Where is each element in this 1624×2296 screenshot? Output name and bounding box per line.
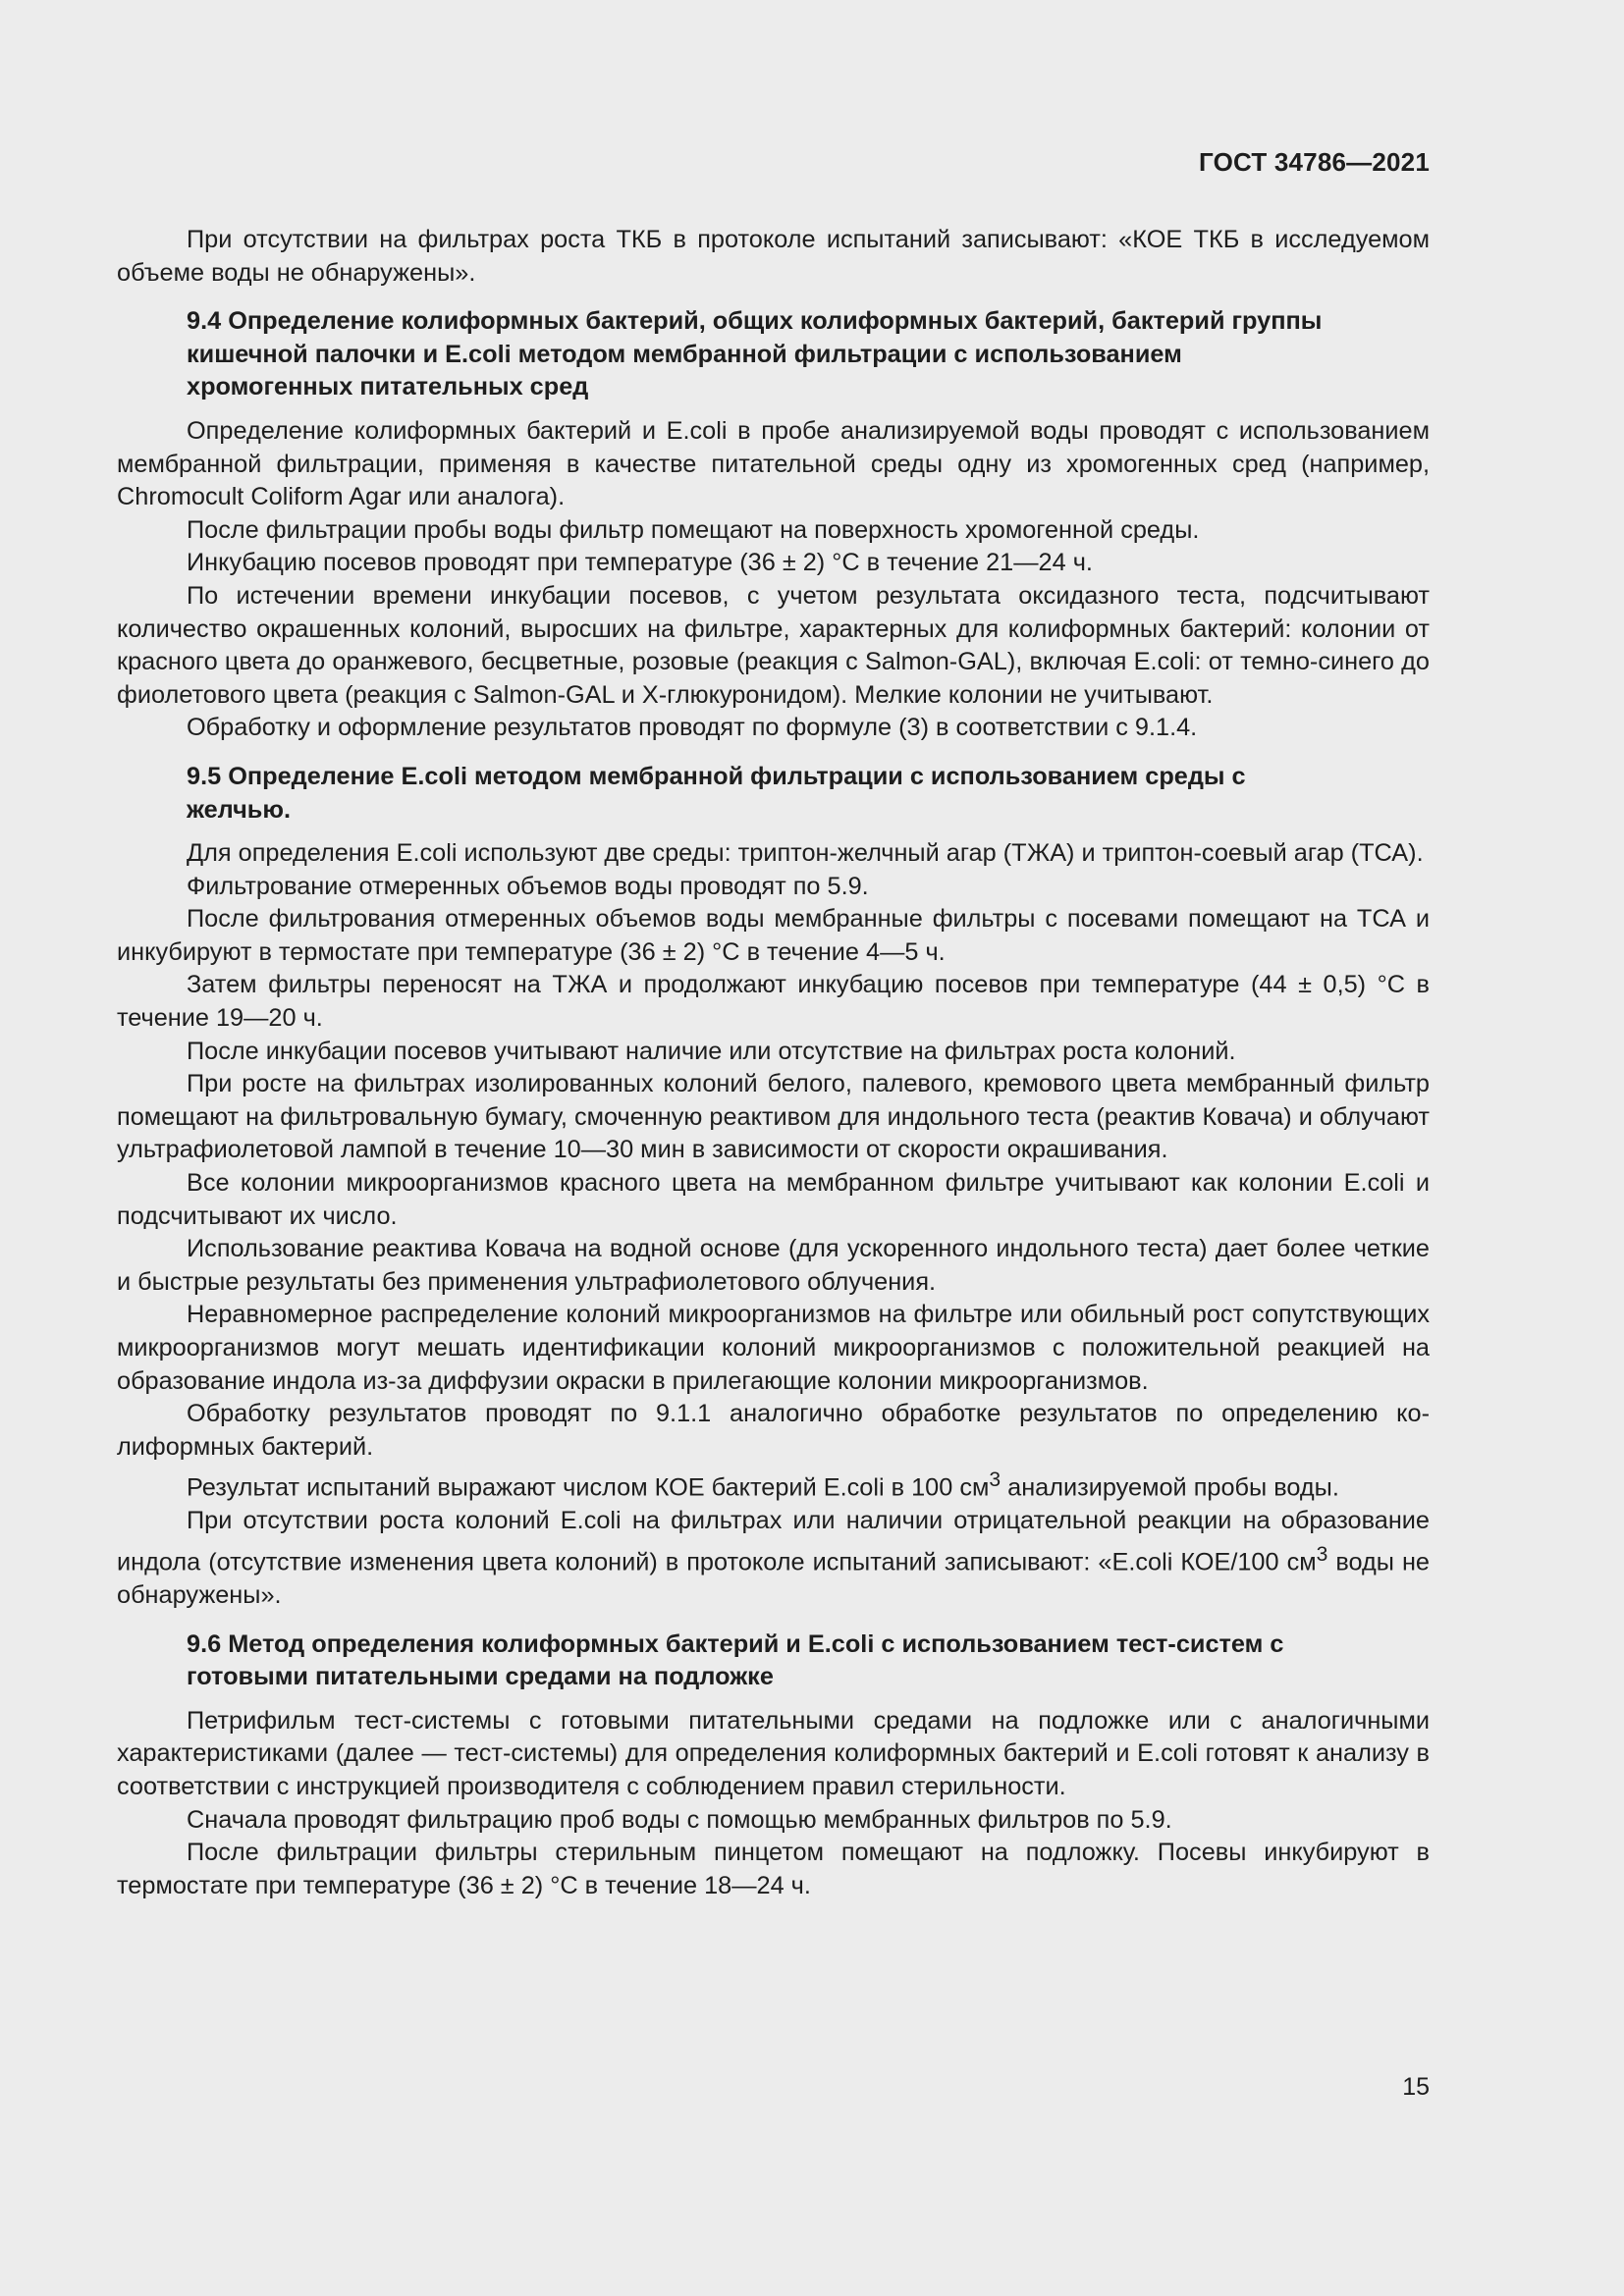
paragraph: Инкубацию посевов проводят при температуре (36 ± 2) °С в течение 21—24 ч.	[187, 549, 1093, 577]
result-text: Результат испытаний выражают числом КОЕ бактерий E.coli в 100 см	[187, 1473, 990, 1502]
paragraph: Фильтрование отмеренных объемов воды проводят по 5.9.	[187, 872, 869, 900]
superscript: 3	[1316, 1542, 1328, 1566]
paragraph: Определение колиформных бактерий и E.coli в пробе анализируемой воды проводят с использованием мембранной фильтрации, применяя в качестве питательной среды одну из хромогенных сред (например, Chromocult Coliform Agar или аналога).	[117, 416, 1430, 511]
document-code-header: ГОСТ 34786—2021	[1199, 147, 1430, 177]
paragraph: При росте на фильтрах изолированных колоний белого, палевого, кремового цвета мембранный фильтр помещают на фильтровальную бумагу, смоченную реактивом для индольного теста (реактив Ковача) и облучают ультрафиолетовой лампой в течение 10—30 мин в зависимости от скорости окрашивания.	[117, 1070, 1430, 1164]
absence-text-end: воды не обнаружены».	[117, 1548, 1430, 1609]
paragraph: Затем фильтры переносят на ТЖА и продолжают инкубацию посевов при температуре (44 ± 0,5) °С в течение 19—20 ч.	[117, 971, 1430, 1033]
result-text-end: анализируемой пробы воды.	[1001, 1473, 1339, 1502]
paragraph: После фильтрации пробы воды фильтр помещают на поверхность хромогенной среды.	[187, 515, 1200, 544]
paragraph: Все колонии микроорганизмов красного цвета на мембранном фильтре учитывают как колонии E.coli и подсчитывают их число.	[117, 1169, 1430, 1230]
absence-text: При отсутствии роста колоний E.coli на фильтрах или наличии отрицательной реакции на образование индола (отсутствие изменения цвета колоний) в протоколе испытаний записывают: «E.coli КОЕ/100 см	[117, 1507, 1430, 1576]
paragraph	[117, 1464, 1430, 1505]
paragraph: По истечении времени инкубации посевов, с учетом результата оксидазного теста, подсчитывают количество окрашенных колоний, выросших на фильтре, характерных для колиформных бактерий: колонии от красного цвета до оранжевого, бесцветные, розовые (реакция с Salmon-GAL), включая E.coli: от темно-синего до фиолетового цвета (реакция с Salmon-GAL и X-глюкуронидом). Мелкие колонии не учитывают.	[117, 581, 1430, 709]
paragraph: Использование реактива Ковача на водной основе (для ускоренного индольного теста) дает более четкие и быстрые результаты без применения ультрафиолетового облучения.	[117, 1235, 1430, 1296]
section-heading-9-5: 9.5 Определение E.coli методом мембранной фильтрации с использованием среды с желчью.	[187, 762, 1246, 824]
paragraph: Обработку и оформление результатов проводят по формуле (3) в соответствии с 9.1.4.	[187, 714, 1198, 742]
paragraph: Для определения E.coli используют две среды: триптон-желчный агар (ТЖА) и триптон-соевый агар (ТСА).	[187, 839, 1424, 868]
paragraph: Неравномерное распределение колоний микроорганизмов на фильтре или обильный рост сопутствующих микроорганизмов могут мешать идентификации колоний микроорганизмов с положительной реакцией на образование индола из-за диффузии окраски в прилегающие колонии микроорганизмов.	[117, 1301, 1430, 1395]
paragraph: Петрифильм тест-системы с готовыми питательными средами на подложке или с аналогичными характеристиками (далее — тест-системы) для определения колиформных бактерий и E.coli готовят к анализу в соответствии с инструкцией производителя с соблюдением правил стерильности.	[117, 1706, 1430, 1800]
section-heading-9-6: 9.6 Метод определения колиформных бактерий и E.coli с использованием тест-систем с готовыми питательными средами на подложке	[187, 1629, 1284, 1691]
page-number: 15	[1402, 2073, 1430, 2101]
paragraph: При отсутствии на фильтрах роста ТКБ в протоколе испытаний записывают: «КОЕ ТКБ в исследуемом объеме воды не обнаружены».	[117, 226, 1430, 287]
paragraph: После инкубации посевов учитывают наличие или отсутствие на фильтрах роста колоний.	[187, 1037, 1236, 1065]
paragraph: После фильтрования отмеренных объемов воды мембранные фильтры с посевами помещают на ТСА и инкубируют в термостате при температуре (36 ± 2) °С в течение 4—5 ч.	[117, 905, 1430, 966]
paragraph	[117, 1505, 1430, 1612]
superscript: 3	[989, 1468, 1001, 1492]
paragraph: Сначала проводят фильтрацию проб воды с помощью мембранных фильтров по 5.9.	[187, 1805, 1172, 1834]
paragraph: После фильтрации фильтры стерильным пинцетом помещают на подложку. Посевы инкубируют в термостате при температуре (36 ± 2) °С в течение 18—24 ч.	[117, 1839, 1430, 1899]
document-body	[117, 224, 1430, 1902]
paragraph: Обработку результатов проводят по 9.1.1 аналогично обработке результатов по определению колиформных бактерий.	[117, 1400, 1430, 1461]
section-heading-9-4: 9.4 Определение колиформных бактерий, общих колиформных бактерий, бактерий группы кишечной палочки и E.coli методом мембранной фильтрации с использованием хромогенных питательных сред	[187, 307, 1323, 401]
